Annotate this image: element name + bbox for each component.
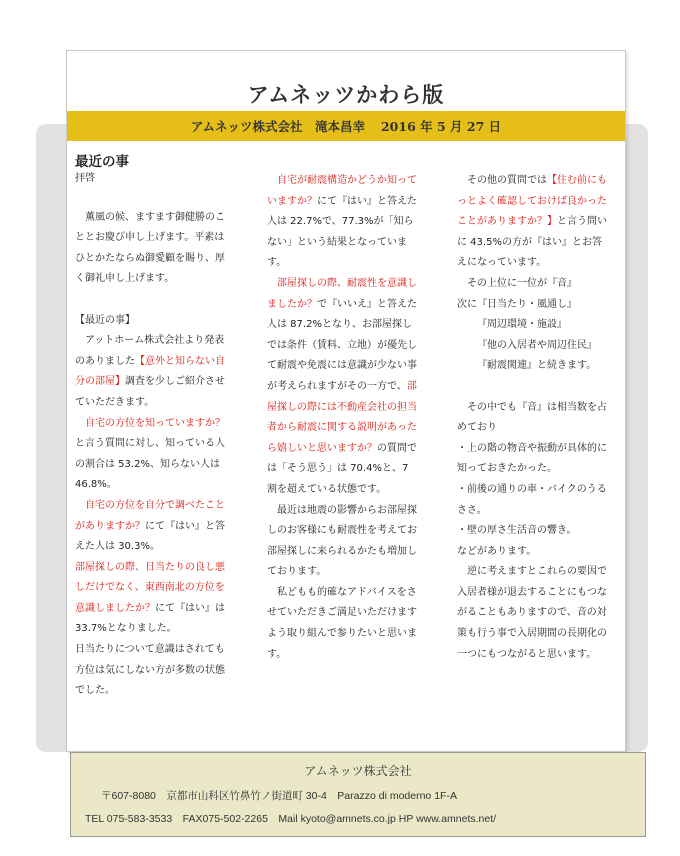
highlight-text: 自宅の方位を自分で調べたことがありますか？ [75,499,225,532]
greeting: 拝啓 [75,173,95,184]
footer-company: アムネッツ株式会社 [304,764,412,778]
paragraph [267,274,417,501]
highlight-text: 部屋探しの際、日当たりの良し悪しだけでなく、東西南北の方位を意識しましたか？ [75,561,225,614]
column-1 [75,153,233,702]
paragraph: 薫風の候、ますます御健勝のこととお慶び申し上げます。平素はひとかたならぬ御愛顧を賜り、厚く御礼申し上げます。 [75,211,225,285]
text: 調査を少しご紹介させていただきます。 [75,376,225,408]
paragraph: 日当たりについて意識はされても方位は気にしない方が多数の状態でした。 [75,644,225,697]
column-3 [457,171,607,665]
paragraph: その中でも『音』は相当数を占めており [457,401,607,434]
bullet-item: ・壁の厚さ生活音の響き。 [457,525,577,537]
bullet-item: などがあります。 [457,545,537,557]
bullet-item: ・上の階の物音や振動が具体的に知っておきたかった。 [457,442,607,475]
paragraph [75,414,233,496]
highlight-text: 部屋探しの際、耐震性を意識しましたか？ [267,277,417,310]
paragraph: 最近は地震の影響からお部屋探しのお客様にも耐震性を考えてお部屋探しに来られるかたも増加しております。 [267,504,417,578]
section-label: 【最近の事】 [75,314,135,326]
text: その他の質問では [467,175,547,186]
text: アットホーム株式会社より発表のありました [75,335,225,367]
column-2 [267,171,417,665]
newsletter-page [66,50,626,752]
text: で『いいえ』と答えた人は 87.2%となり、お部屋探しでは条件（賃料、立地）が優先して耐震や免震には意識が少ない事が考えられますがその一方で、 [267,298,417,392]
ranking-item: 『他の入居者や周辺住民』 [477,339,597,351]
text: と言う質問に対し、知っている人の割合は 53.2%、知らない人は 46.8%。 [75,438,225,491]
paragraph: 逆に考えますとこれらの要因で入居者様が退去することにもつながることもありますので、音の対策も行う事で入居期間の長期化の一つにもつながると思います。 [457,566,607,660]
text: の質問では「そう思う」は 70.4%と、7 割を超えている状態です。 [267,442,417,495]
footer [70,752,646,837]
paragraph [75,496,233,558]
paragraph [75,331,233,413]
header-bar [67,111,625,141]
paragraph [75,558,233,640]
company-author: アムネッツ株式会社 滝本昌幸 [190,119,365,134]
text: と言う問いに 43.5%の方が『はい』とお答えになっています。 [457,216,607,269]
footer-address: 〒607-8080 京都市山科区竹鼻竹ノ街道町 30-4 Parazzo di moderno 1F-A [101,790,457,802]
highlight-text: 部屋探しの際には不動産会社の担当者から耐震に関する説明があったら嬉しいと思いますか？ [267,380,417,454]
paragraph: 私どもも的確なアドバイスをさせていただきご満足いただけますよう取り組んで参りたいと思います。 [267,586,417,660]
text: にて『はい』は 33.7%となりました。 [75,602,225,635]
paragraph [457,171,607,274]
paragraph [267,171,417,274]
ranking-intro: その上位に一位が『音』 [467,277,577,289]
ranking-item: 『耐震関連』と続きます。 [477,360,597,372]
highlight-text: 自宅の方位を知っていますか？ [85,417,225,429]
text: にて『はい』と答えた人は 22.7%で、77.3%が「知らない」という結果となっています。 [267,195,417,269]
newsletter-title: アムネッツかわら版 [247,82,445,107]
ranking-item: 次に『日当たり・風通し』 [457,298,577,310]
highlight-text: 自宅が耐震構造かどうか知っていますか？ [267,175,417,207]
footer-contact: TEL 075-583-3533 FAX075-502-2265 Mail kyoto@amnets.co.jp HP www.amnets.net/ [85,813,497,825]
ranking-item: 『周辺環境・施設』 [477,319,567,331]
text: にて『はい』と答えた人は 30.3%。 [75,520,225,553]
highlight-text: 【意外と知らない自分の部屋】 [75,355,225,388]
section-heading: 最近の事 [75,154,129,170]
issue-date: 2016 年 5 月 27 日 [380,119,502,134]
highlight-text: 【住む前にもっとよく確認しておけば良かったことがありますか？】 [457,175,607,228]
bullet-item: ・前後の通りの車・バイクのうるささ。 [457,483,607,516]
